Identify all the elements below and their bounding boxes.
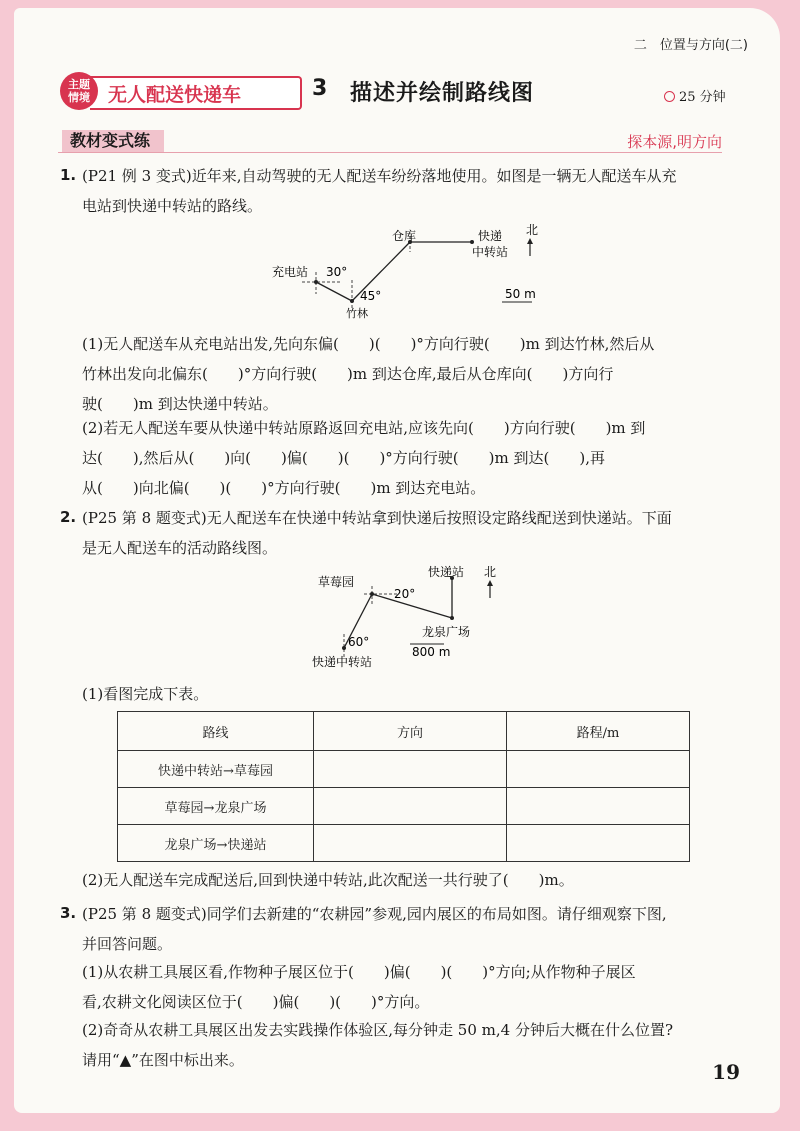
q2-part2: (2)无人配送车完成配送后,回到快递中转站,此次配送一共行驶了( )m。 [82, 871, 574, 889]
table-row [118, 825, 690, 862]
q1-part1-line3: 驶( )m 到达快递中转站。 [82, 395, 278, 413]
section-bar [58, 130, 722, 153]
table-cell-direction[interactable] [314, 825, 507, 862]
label-angle45: 45° [360, 289, 382, 303]
q2-intro-line1: (P25 第 8 题变式)无人配送车在快递中转站拿到快递后按照设定路线配送到快递站。下面 [82, 509, 672, 527]
hub-point [470, 240, 474, 244]
label-scale: 50 m [505, 287, 536, 301]
q3-part1-line2: 看,农耕文化阅读区位于( )偏( )( )°方向。 [82, 993, 430, 1011]
north-arrowhead-icon-2 [487, 580, 493, 586]
timer-text: 25 分钟 [679, 90, 726, 105]
charging-point [314, 280, 318, 284]
table-cell-direction[interactable] [314, 751, 507, 788]
q1-intro-line1: (P21 例 3 变式)近年来,自动驾驶的无人配送车纷纷落地使用。如图是一辆无人配送车从充 [82, 167, 677, 185]
label-angle30: 30° [326, 265, 348, 279]
q3-part2-line1: (2)奇奇从农耕工具展区出发去实践操作体验区,每分钟走 50 m,4 分钟后大概在什么位置? [82, 1021, 673, 1039]
table-cell-distance[interactable] [507, 751, 690, 788]
table-row [118, 751, 690, 788]
table-header: 路程/m [507, 712, 690, 751]
label-hub-1: 快递 [478, 229, 503, 243]
q1-part2-line1: (2)若无人配送车要从快递中转站原路返回充电站,应该先向( )方向行驶( )m 到 [82, 419, 646, 437]
hub-point-2 [342, 646, 346, 650]
section-label: 教材变式练 [62, 130, 164, 152]
table-header: 方向 [314, 712, 507, 751]
label-hub-2: 中转站 [472, 245, 509, 259]
q1-part2-line2: 达( ),然后从( )向( )偏( )( )°方向行驶( )m 到达( ),再 [82, 449, 605, 467]
q3-number: 3. [60, 904, 77, 922]
theme-circle [60, 72, 98, 110]
q1-number: 1. [60, 166, 77, 184]
label-angle60: 60° [348, 635, 370, 649]
table-header: 路线 [118, 712, 314, 751]
q2-route-diagram [306, 560, 516, 672]
q3-intro-line2: 并回答问题。 [82, 935, 173, 953]
q3-part1-line1: (1)从农耕工具展区看,作物种子展区位于( )偏( )( )°方向;从作物种子展区 [82, 963, 636, 981]
q1-part1-line1: (1)无人配送车从充电站出发,先向东偏( )( )°方向行驶( )m 到达竹林,然后从 [82, 335, 655, 353]
table-header-row [118, 712, 690, 751]
theme-title: 无人配送快递车 [108, 84, 242, 106]
theme-badge [60, 72, 296, 108]
clock-icon [664, 91, 675, 102]
q3-intro-line1: (P25 第 8 题变式)同学们去新建的“农耕园”参观,园内展区的布局如图。请仔细观察下图, [82, 905, 667, 923]
q2-intro-line2: 是无人配送车的活动路线图。 [82, 539, 278, 557]
north-arrowhead-icon [527, 238, 533, 244]
q2-number: 2. [60, 508, 77, 526]
q1-intro-line2: 电站到快递中转站的路线。 [82, 197, 263, 215]
table-cell-route: 龙泉广场→快递站 [118, 825, 314, 862]
label-north-2: 北 [484, 565, 497, 579]
route-table [117, 711, 690, 862]
table-cell-distance[interactable] [507, 825, 690, 862]
bamboo-point [350, 299, 354, 303]
label-hub: 快递中转站 [312, 655, 373, 669]
page-number: 19 [712, 1060, 740, 1084]
label-longquan: 龙泉广场 [422, 625, 471, 639]
q1-route-diagram [260, 222, 560, 322]
q2-part1: (1)看图完成下表。 [82, 685, 209, 703]
strawberry-point [370, 592, 374, 596]
lesson-title: 描述并绘制路线图 [350, 81, 535, 106]
timer [664, 88, 726, 108]
longquan-point [450, 616, 454, 620]
table-cell-route: 草莓园→龙泉广场 [118, 788, 314, 825]
chapter-label: 二 位置与方向(二) [633, 38, 748, 53]
table-cell-direction[interactable] [314, 788, 507, 825]
table-row [118, 788, 690, 825]
label-warehouse: 仓库 [392, 229, 417, 243]
label-strawberry: 草莓园 [318, 575, 355, 589]
table-cell-distance[interactable] [507, 788, 690, 825]
label-angle20: 20° [394, 587, 416, 601]
table-cell-route: 快递中转站→草莓园 [118, 751, 314, 788]
label-station: 快递站 [428, 565, 465, 579]
label-scale-2: 800 m [412, 645, 451, 659]
route-charging-bamboo [316, 282, 352, 301]
q3-part2-line2: 请用“▲”在图中标出来。 [82, 1051, 244, 1069]
label-charging: 充电站 [272, 265, 309, 279]
section-note: 探本源,明方向 [627, 133, 722, 151]
q1-part2-line3: 从( )向北偏( )( )°方向行驶( )m 到达充电站。 [82, 479, 486, 497]
lesson-number: 3 [312, 76, 328, 101]
badge-line1: 主题 [68, 78, 90, 91]
label-north: 北 [526, 223, 539, 237]
q1-part1-line2: 竹林出发向北偏东( )°方向行驶( )m 到达仓库,最后从仓库向( )方向行 [82, 365, 614, 383]
badge-line2: 情境 [68, 91, 90, 104]
label-bamboo: 竹林 [346, 307, 368, 320]
